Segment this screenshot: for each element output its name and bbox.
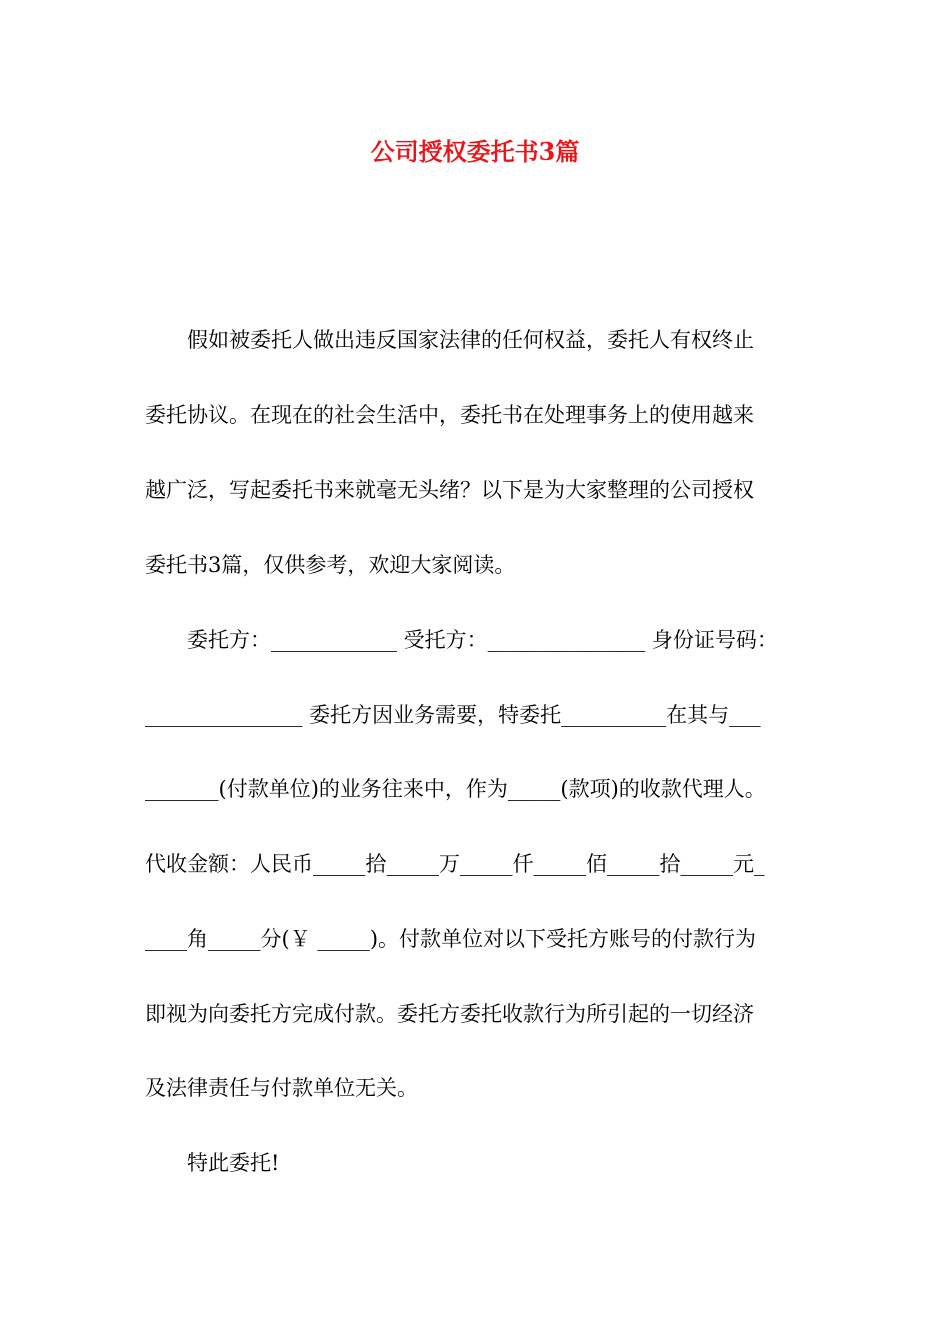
- paragraph-2-line-2: _______________ 委托方因业务需要，特委托__________在其与___: [145, 703, 761, 727]
- paragraph-1-line-3: 越广泛，写起委托书来就毫无头绪？以下是为大家整理的公司授权: [145, 478, 754, 502]
- paragraph-2-line-5: ____角_____分(￥ _____)。付款单位对以下受托方账号的付款行为: [145, 927, 757, 951]
- paragraph-1-line-2: 委托协议。在现在的社会生活中，委托书在处理事务上的使用越来: [145, 403, 754, 427]
- paragraph-2-line-3: _______(付款单位)的业务往来中，作为_____(款项)的收款代理人。: [145, 777, 766, 801]
- document-title: 公司授权委托书3篇: [370, 137, 580, 166]
- paragraph-1-line-4: 委托书3篇，仅供参考，欢迎大家阅读。: [145, 553, 516, 577]
- paragraph-2-line-6: 即视为向委托方完成付款。委托方委托收款行为所引起的一切经济: [145, 1002, 754, 1026]
- paragraph-2-line-1: 委托方：____________ 受托方：_______________ 身份证号码：: [187, 628, 778, 652]
- paragraph-2-line-7: 及法律责任与付款单位无关。: [145, 1076, 418, 1100]
- paragraph-2-line-4: 代收金额：人民币_____拾_____万_____仟_____佰_____拾_____元_: [145, 852, 765, 876]
- closing-line: 特此委托!: [187, 1151, 280, 1175]
- paragraph-1-line-1: 假如被委托人做出违反国家法律的任何权益，委托人有权终止: [187, 328, 754, 352]
